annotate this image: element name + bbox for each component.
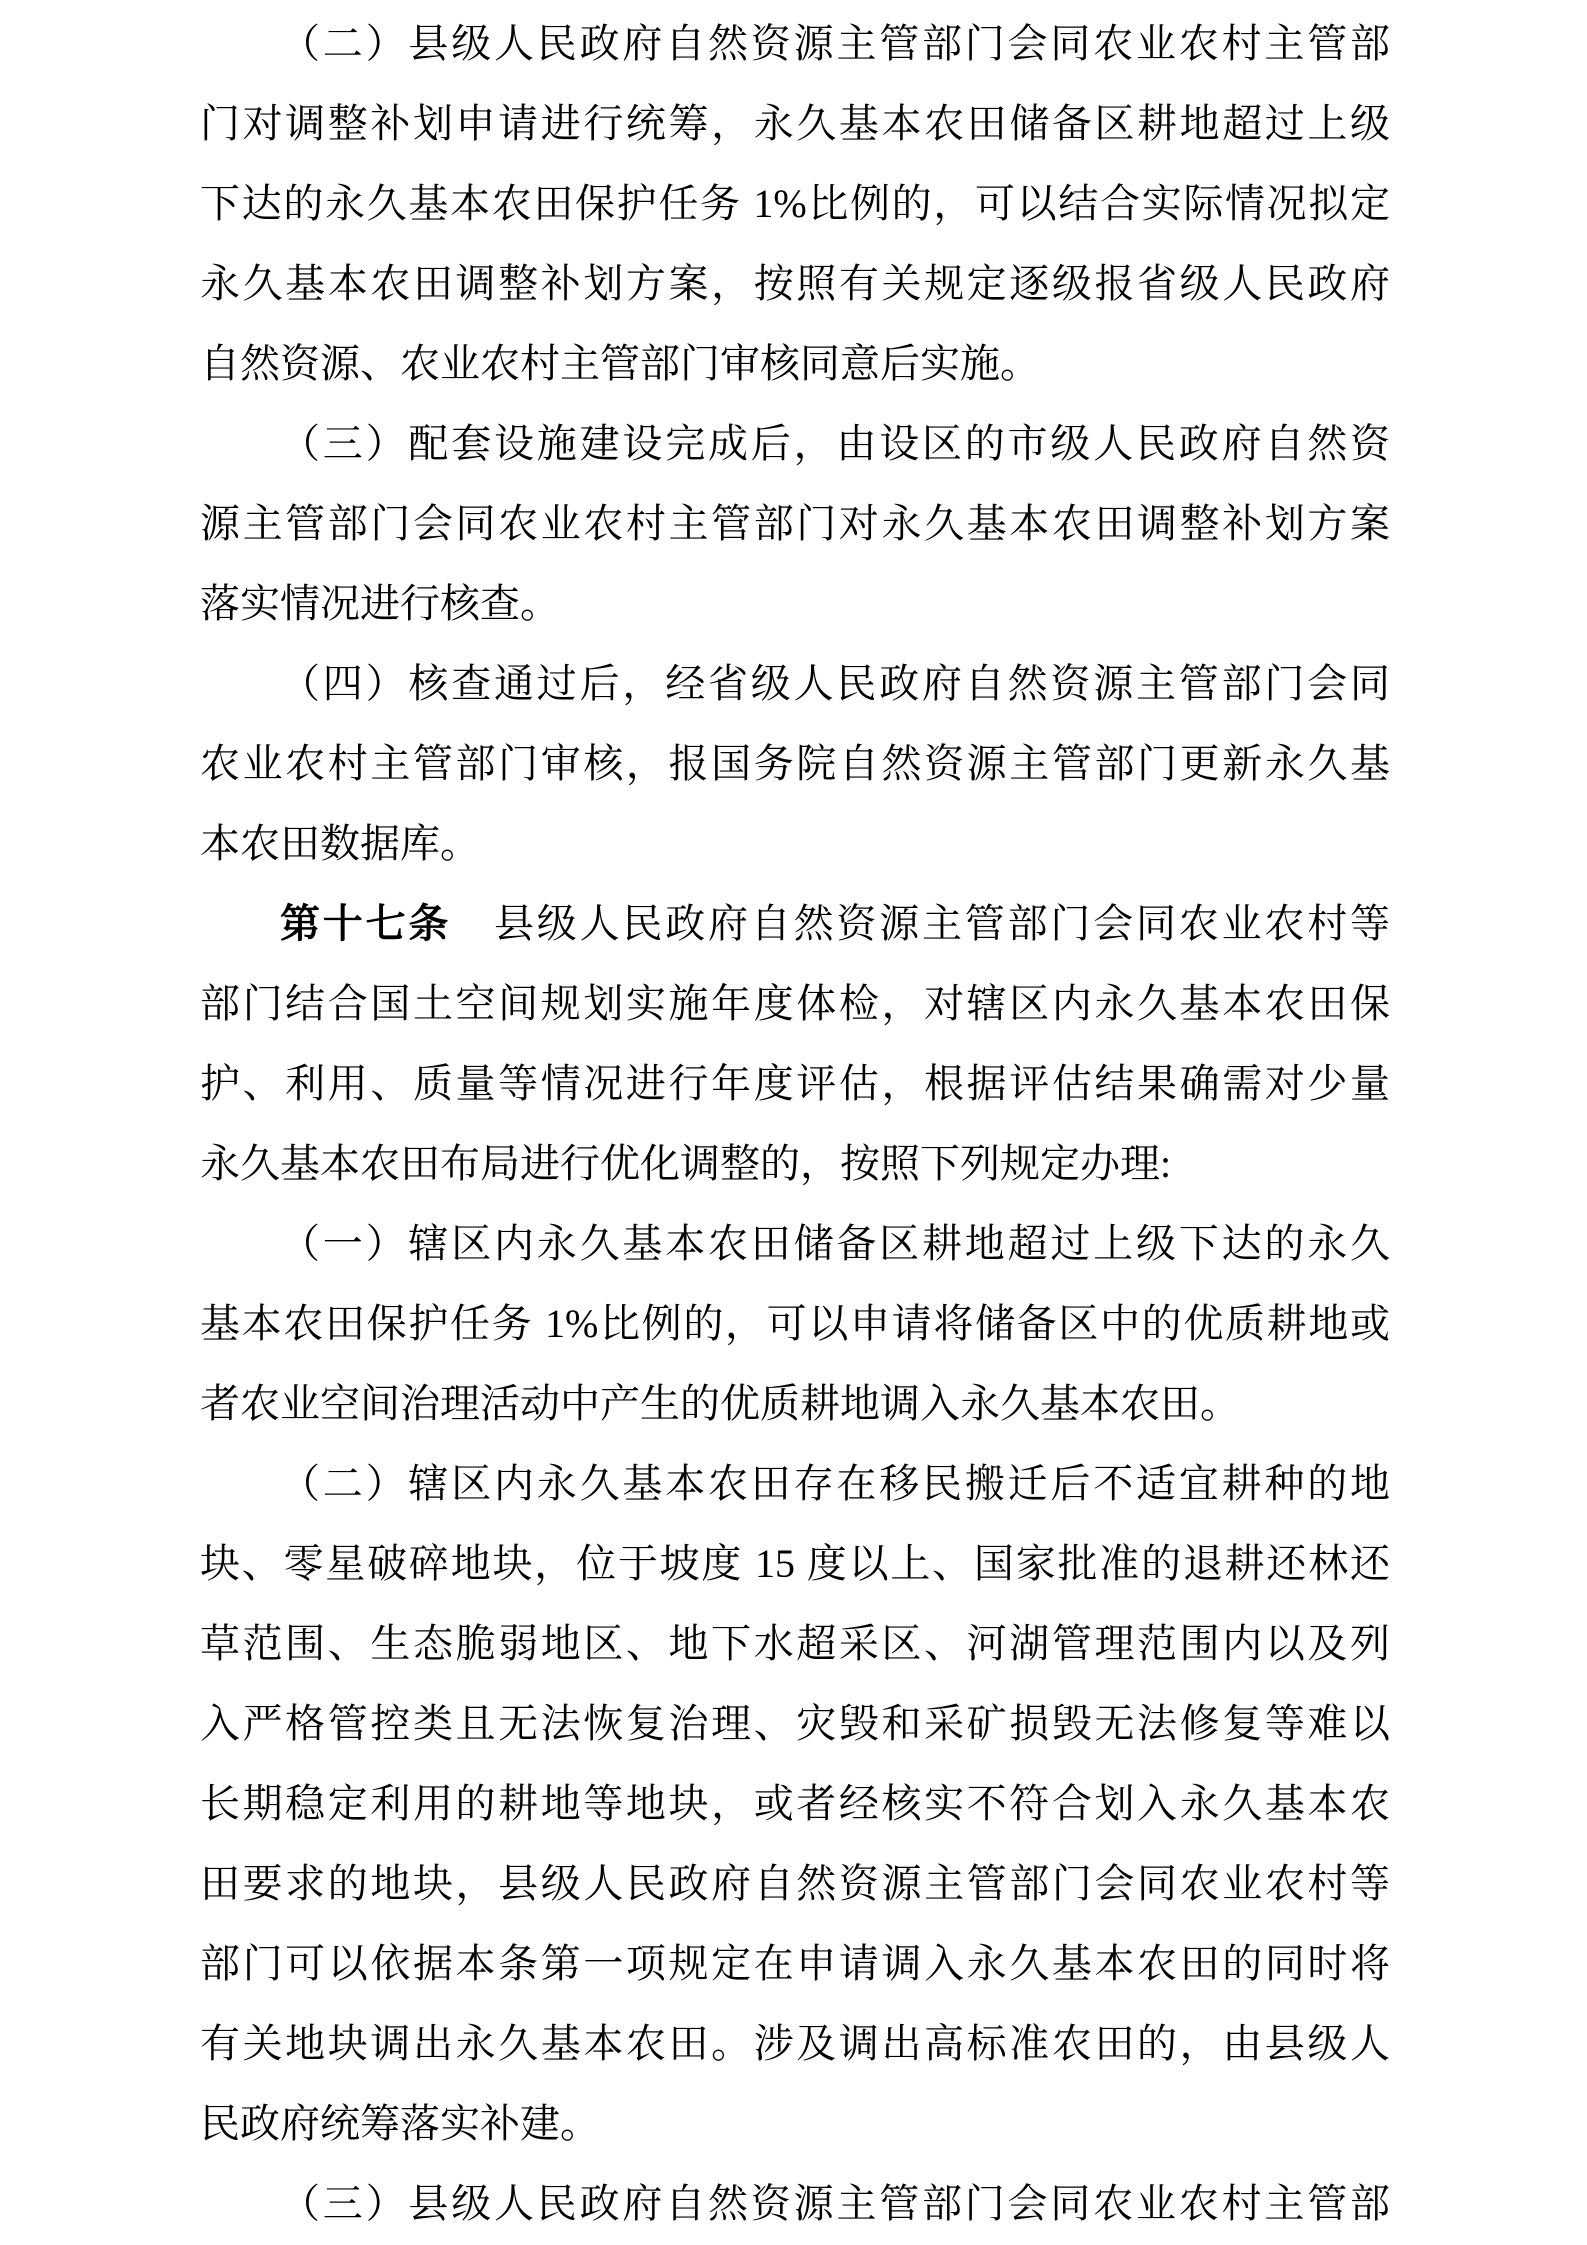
text-line xyxy=(200,1284,1390,1364)
text-line xyxy=(200,804,1390,884)
text-segment: （二）县级人民政府自然资源主管部门会同农业农村主管部 xyxy=(280,21,1390,66)
text-line xyxy=(200,84,1390,164)
text-segment: 永久基本农田调整补划方案，按照有关规定逐级报省级人民政府 xyxy=(200,261,1390,306)
text-segment: 有关地块调出永久基本农田。涉及调出高标准农田的，由县级人 xyxy=(200,2021,1390,2066)
text-line xyxy=(200,404,1390,484)
text-line xyxy=(200,2004,1390,2084)
text-segment: 块、零星破碎地块，位于坡度 15 度以上、国家批准的退耕还林还 xyxy=(200,1541,1390,1586)
text-segment: 长期稳定利用的耕地等地块，或者经核实不符合划入永久基本农 xyxy=(200,1781,1390,1826)
text-line xyxy=(200,1124,1390,1204)
text-line xyxy=(200,1044,1390,1124)
text-line xyxy=(200,1204,1390,1284)
text-line xyxy=(200,564,1390,644)
text-line xyxy=(200,244,1390,324)
article-number-bold: 第十七条 xyxy=(280,901,452,946)
text-segment: 者农业空间治理活动中产生的优质耕地调入永久基本农田。 xyxy=(200,1381,1240,1426)
text-segment: 门对调整补划申请进行统筹，永久基本农田储备区耕地超过上级 xyxy=(200,101,1390,146)
text-line xyxy=(200,884,1390,964)
text-line xyxy=(200,2084,1390,2164)
text-segment: （一）辖区内永久基本农田储备区耕地超过上级下达的永久 xyxy=(280,1221,1390,1266)
text-line xyxy=(200,1524,1390,1604)
text-segment: （三）县级人民政府自然资源主管部门会同农业农村主管部 xyxy=(280,2181,1390,2226)
text-segment: 源主管部门会同农业农村主管部门对永久基本农田调整补划方案 xyxy=(200,501,1390,546)
text-segment: 县级人民政府自然资源主管部门会同农业农村等 xyxy=(451,901,1391,946)
text-line xyxy=(200,1764,1390,1844)
text-segment: 自然资源、农业农村主管部门审核同意后实施。 xyxy=(200,341,1040,386)
text-line xyxy=(200,1684,1390,1764)
text-segment: 落实情况进行核查。 xyxy=(200,581,560,626)
text-line xyxy=(200,324,1390,404)
text-line xyxy=(200,2164,1390,2244)
text-line xyxy=(200,1444,1390,1524)
text-segment: （四）核查通过后，经省级人民政府自然资源主管部门会同 xyxy=(280,661,1390,706)
text-segment: 永久基本农田布局进行优化调整的，按照下列规定办理: xyxy=(200,1141,1172,1186)
text-line xyxy=(200,964,1390,1044)
text-segment: 基本农田保护任务 1%比例的，可以申请将储备区中的优质耕地或 xyxy=(200,1301,1390,1346)
text-segment: 部门可以依据本条第一项规定在申请调入永久基本农田的同时将 xyxy=(200,1941,1390,1986)
text-segment: 入严格管控类且无法恢复治理、灾毁和采矿损毁无法修复等难以 xyxy=(200,1701,1390,1746)
text-segment: 部门结合国土空间规划实施年度体检，对辖区内永久基本农田保 xyxy=(200,981,1390,1026)
document-page xyxy=(200,4,1390,2244)
text-segment: 本农田数据库。 xyxy=(200,821,480,866)
text-segment: 农业农村主管部门审核，报国务院自然资源主管部门更新永久基 xyxy=(200,741,1390,786)
text-line xyxy=(200,644,1390,724)
text-segment: （三）配套设施建设完成后，由设区的市级人民政府自然资 xyxy=(280,421,1390,466)
text-segment: 民政府统筹落实补建。 xyxy=(200,2101,600,2146)
text-segment: 草范围、生态脆弱地区、地下水超采区、河湖管理范围内以及列 xyxy=(200,1621,1390,1666)
text-line xyxy=(200,4,1390,84)
text-line xyxy=(200,1364,1390,1444)
text-segment: 护、利用、质量等情况进行年度评估，根据评估结果确需对少量 xyxy=(200,1061,1390,1106)
text-segment: （二）辖区内永久基本农田存在移民搬迁后不适宜耕种的地 xyxy=(280,1461,1390,1506)
text-line xyxy=(200,1924,1390,2004)
text-line xyxy=(200,1844,1390,1924)
text-line xyxy=(200,1604,1390,1684)
text-line xyxy=(200,164,1390,244)
text-line xyxy=(200,484,1390,564)
text-line xyxy=(200,724,1390,804)
text-segment: 下达的永久基本农田保护任务 1%比例的，可以结合实际情况拟定 xyxy=(200,181,1390,226)
text-segment: 田要求的地块，县级人民政府自然资源主管部门会同农业农村等 xyxy=(200,1861,1390,1906)
